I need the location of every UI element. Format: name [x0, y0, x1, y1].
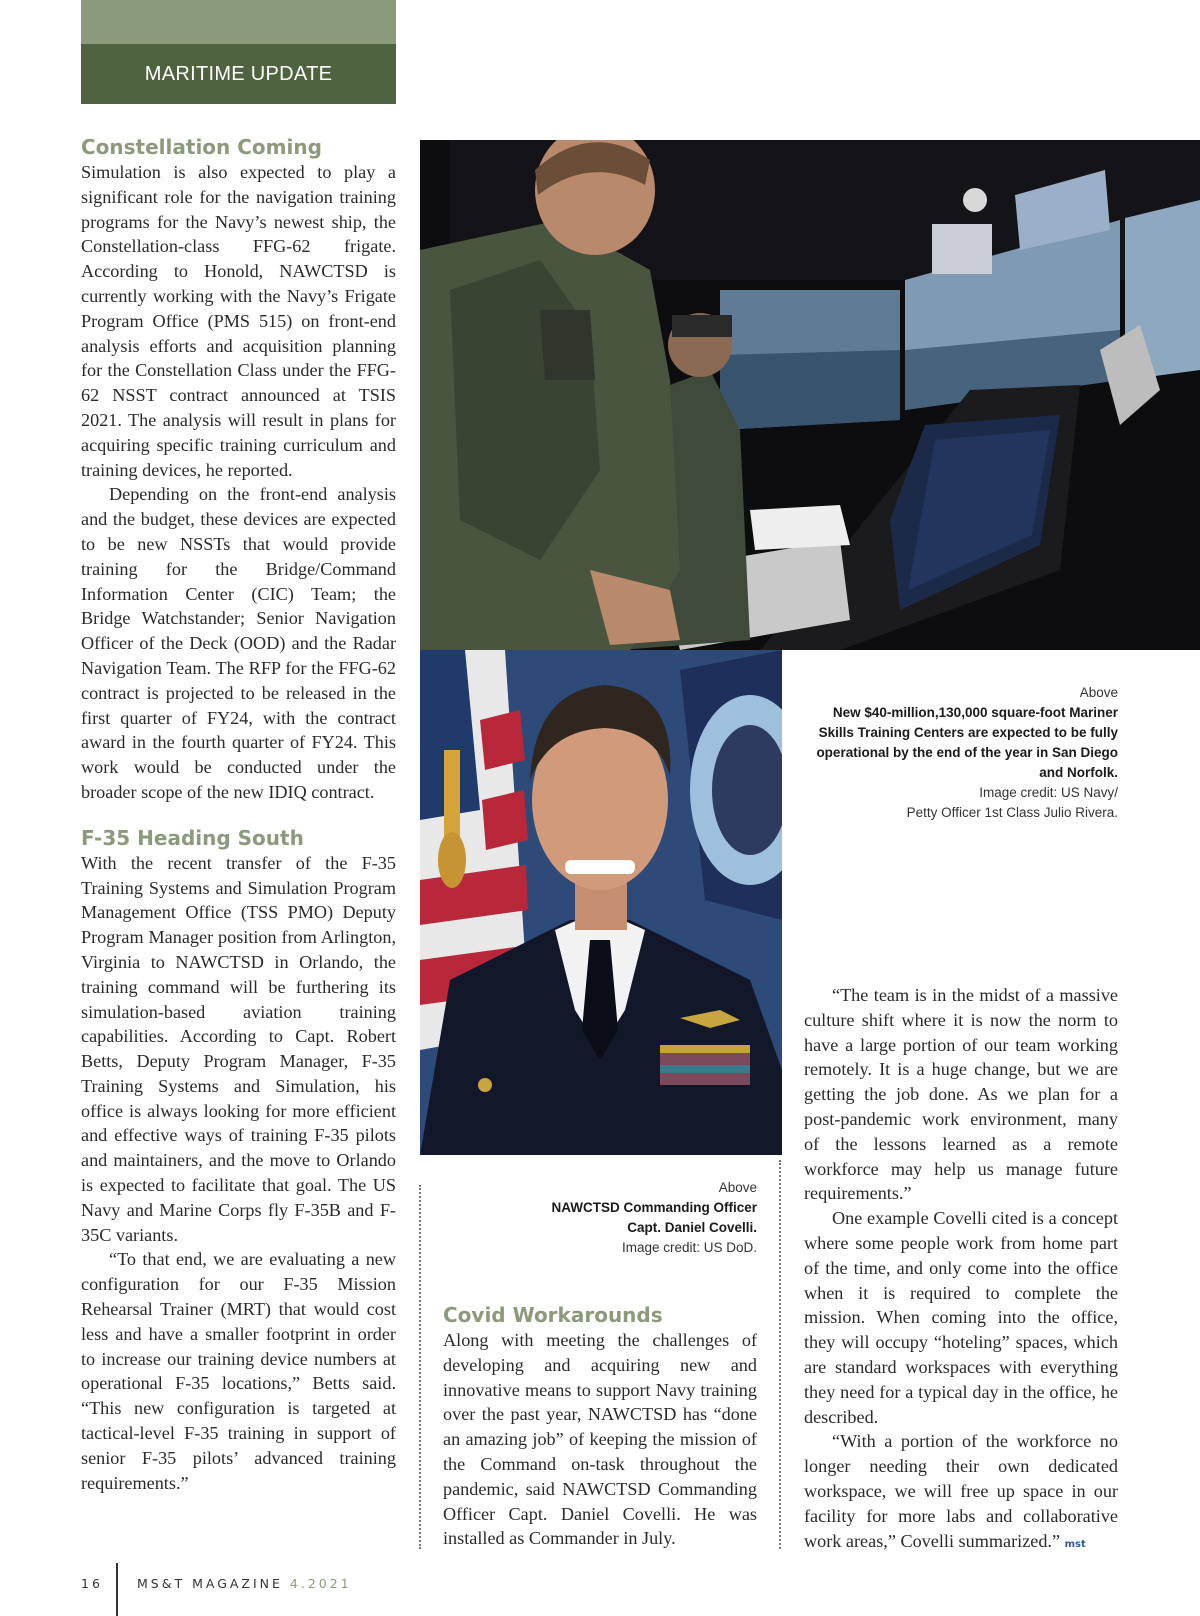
paragraph: [804, 1429, 1118, 1557]
footer-divider: [116, 1563, 118, 1616]
paragraph: Depending on the front-end analysis and the budget, these devices are expected to be new NSSTs that would provide training for the Bridge/Command Information Center (CIC) Team; the Bridge Watchstander; Senior Navigation Officer of the Deck (OOD) and the Radar Navigation Team. The RFP for the FFG-62 contract is projected to be released in the first quarter of FY24, with the contract award in the fourth quarter of FY24. This work would be conducted under the broader scope of the new IDIQ contract.: [81, 484, 396, 802]
caption-credit: Image credit: US Navy/: [979, 785, 1118, 800]
end-mark: mst: [1064, 1538, 1086, 1550]
section-tab: [81, 44, 396, 104]
caption-simulator: [800, 683, 1118, 823]
middle-column: [443, 1302, 757, 1551]
heading-covid: Covid Workarounds: [443, 1303, 663, 1327]
paragraph: Simulation is also expected to play a significant role for the navigation training programs for the Navy’s newest ship, the Constellation-class FFG-62 frigate. According to Honold, NAWCTSD is currently working with the Navy’s Frigate Program Office (PMS 515) on front-end analysis efforts and acquisition planning for the Constellation Class under the FFG-62 NSST contract announced at TSIS 2021. The analysis will result in plans for acquiring specific training curriculum and training devices, he reported.: [81, 162, 396, 480]
paragraph: Along with meeting the challenges of developing and acquiring new and innovative means to support Navy training over the past year, NAWCTSD has “done an amazing job” of keeping the mission of the Command on-task throughout the pandemic, said NAWCTSD Commanding Officer Capt. Daniel Covelli. He was installed as Commander in July.: [443, 1330, 757, 1549]
commander-portrait-photo: [420, 650, 782, 1155]
caption-label: Above: [1079, 685, 1118, 700]
footer-magazine: [137, 1576, 352, 1591]
page-number: 16: [81, 1576, 103, 1591]
caption-text: New $40-million,130,000 square-foot Mariner Skills Training Centers are expected to be fully operational by the end of the year in San Diego and Norfolk.: [816, 705, 1118, 780]
caption-text: Capt. Daniel Covelli.: [627, 1220, 757, 1235]
issue-number: 4.2021: [289, 1576, 352, 1591]
caption-label: Above: [718, 1180, 757, 1195]
section-tab-accent: [81, 0, 396, 44]
column-divider: [779, 1160, 781, 1549]
simulator-photo: [420, 140, 1200, 650]
heading-constellation: Constellation Coming: [81, 135, 322, 159]
caption-portrait: [500, 1178, 757, 1258]
magazine-name: MS&T MAGAZINE: [137, 1576, 283, 1591]
column-divider: [419, 1185, 421, 1549]
left-column: [81, 134, 396, 1495]
heading-f35: F-35 Heading South: [81, 825, 304, 850]
paragraph: One example Covelli cited is a concept where some people work from home part of the time, and only come into the office when it is required to complete the mission. When coming into the office, they will occupy “hoteling” spaces, which are standard workspaces with everything they need for a typical day in the office, he described.: [804, 1208, 1118, 1427]
caption-credit: Image credit: US DoD.: [621, 1240, 757, 1255]
section-tab-label: MARITIME UPDATE: [144, 62, 333, 85]
paragraph-text: “With a portion of the workforce no longer needing their own dedicated workspace, we will free up space in our facility for more labs and collaborative work areas,” Covelli summarized.”: [804, 1431, 1118, 1551]
caption-credit: Petty Officer 1st Class Julio Rivera.: [906, 805, 1118, 820]
caption-text: NAWCTSD Commanding Officer: [551, 1200, 757, 1215]
right-column: [804, 983, 1118, 1557]
paragraph: “The team is in the midst of a massive culture shift where it is now the norm to have a large portion of our team working remotely. It is a huge change, but we are getting the job done. As we plan for a post-pandemic work environment, many of the lessons learned as a remote workforce may help us manage future requirements.”: [804, 985, 1118, 1204]
paragraph: “To that end, we are evaluating a new configuration for our F-35 Mission Rehearsal Trainer (MRT) that would cost less and have a smaller footprint in order to increase our training device numbers at operational F-35 locations,” Betts said. “This new configuration is targeted at tactical-level F-35 training in support of senior F-35 pilots’ advanced training requirements.”: [81, 1249, 396, 1493]
paragraph: With the recent transfer of the F-35 Training Systems and Simulation Program Management Office (TSS PMO) Deputy Program Manager position from Arlington, Virginia to NAWCTSD in Orlando, the training command will be furthering its simulation-based aviation training capabilities. According to Capt. Robert Betts, Deputy Program Manager, F-35 Training Systems and Simulation, his office is always looking for more efficient and effective ways of training F-35 pilots and maintainers, and the move to Orlando is expected to facilitate that goal. The US Navy and Marine Corps fly F-35B and F-35C variants.: [81, 852, 396, 1245]
